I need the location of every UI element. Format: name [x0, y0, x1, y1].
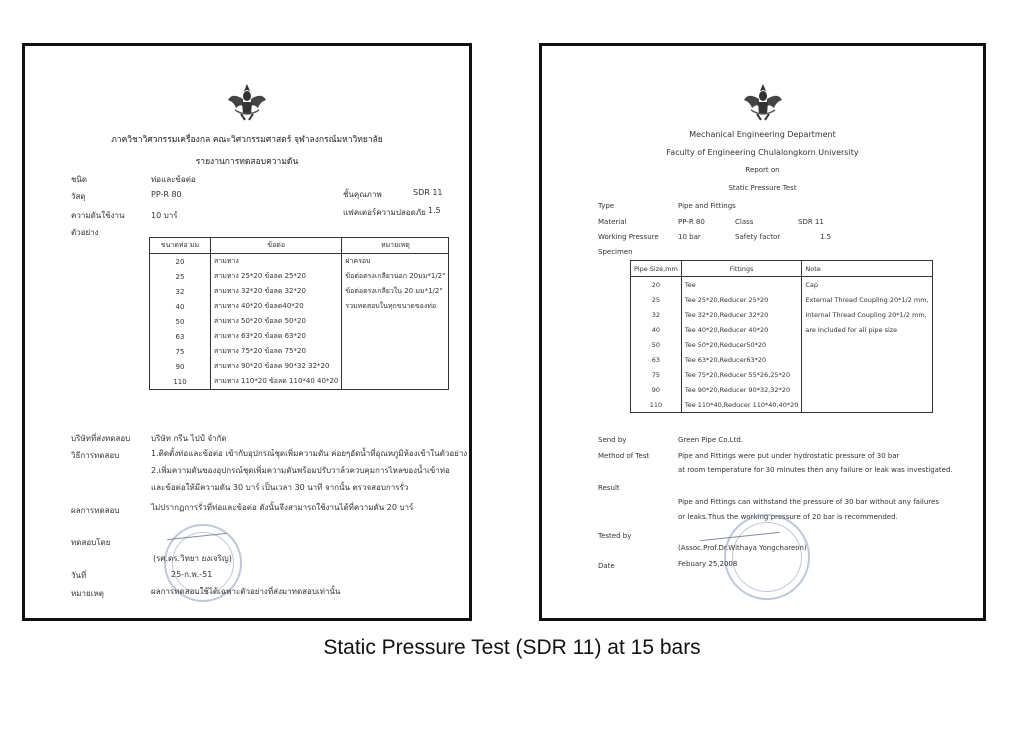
- fitting-cell: สามทาง 50*20 ข้อลด 50*20: [211, 314, 342, 329]
- fitting-cell: สามทาง: [211, 254, 342, 270]
- thai-pressure-value: 10 บาร์: [151, 211, 178, 220]
- size-cell: 110: [631, 397, 682, 413]
- note-cell: External Thread Coupling 20*1/2 mm,: [802, 292, 932, 307]
- english-material-value: PP-R 80: [678, 218, 705, 226]
- english-send-value: Green Pipe Co.Ltd.: [678, 436, 743, 444]
- university-seal-stamp: [724, 514, 810, 600]
- size-cell: 110: [150, 374, 211, 390]
- fitting-cell: Tee 75*20,Reducer 55*26,25*20: [681, 367, 802, 382]
- table-row: [150, 314, 449, 329]
- thai-tester-label: ทดสอบโดย: [71, 538, 111, 547]
- english-pressure-value: 10 bar: [678, 233, 701, 241]
- size-cell: 20: [631, 277, 682, 293]
- fitting-cell: Tee 110*40,Reducer 110*40,40*20: [681, 397, 802, 413]
- english-result-label: Result: [598, 484, 620, 492]
- size-cell: 25: [631, 292, 682, 307]
- thai-type-value: ท่อและข้อต่อ: [151, 175, 196, 184]
- thai-class-label: ชั้นคุณภาพ: [343, 190, 382, 199]
- english-type-label: Type: [598, 202, 615, 210]
- note-cell: [802, 397, 932, 413]
- table-header-cell: หมายเหตุ: [342, 238, 449, 254]
- size-cell: 63: [150, 329, 211, 344]
- thai-material-label: วัสดุ: [71, 192, 86, 201]
- figure-caption: Static Pressure Test (SDR 11) at 15 bars: [323, 636, 701, 659]
- table-header-cell: Note: [802, 261, 932, 277]
- note-cell: [342, 314, 449, 329]
- note-cell: Internal Thread Coupling 20*1/2 mm,: [802, 307, 932, 322]
- note-cell: [342, 374, 449, 390]
- thai-send-value: บริษัท กรีน ไปป์ จำกัด: [151, 434, 227, 443]
- thai-method-line-1: 1.ติดตั้งท่อและข้อต่อ เข้ากับอุปกรณ์ชุดเพิ่มความดัน ค่อยๆอัดน้ำที่อุณหภูมิห้องเข้าในตัวอย่าง: [151, 449, 468, 458]
- thai-report-page: [22, 43, 472, 621]
- size-cell: 20: [150, 254, 211, 270]
- note-cell: ข้อต่อตรงเกลียวใน 20 มม*1/2": [342, 284, 449, 299]
- thai-result-value: ไม่ปรากฏการรั่วที่ท่อและข้อต่อ ดังนั้นจึงสามารถใช้งานได้ที่ความดัน 20 บาร์: [151, 503, 414, 512]
- table-row: [150, 359, 449, 374]
- thai-type-label: ชนิด: [71, 175, 88, 184]
- english-safety-label: Safety factor: [735, 233, 781, 241]
- table-row: [150, 284, 449, 299]
- size-cell: 90: [631, 382, 682, 397]
- table-row: [150, 329, 449, 344]
- fitting-cell: สามทาง 90*20 ข้อลด 90*32 32*20: [211, 359, 342, 374]
- note-cell: ฝาครอบ: [342, 254, 449, 270]
- table-row: [631, 397, 933, 413]
- table-row: [631, 322, 933, 337]
- table-row: [150, 299, 449, 314]
- table-row: [150, 374, 449, 390]
- fitting-cell: Tee: [681, 277, 802, 293]
- fitting-cell: สามทาง 32*20 ข้อลด 32*20: [211, 284, 342, 299]
- table-row: [631, 292, 933, 307]
- size-cell: 40: [631, 322, 682, 337]
- fitting-cell: Tee 25*20,Reducer 25*20: [681, 292, 802, 307]
- fitting-cell: Tee 40*20,Reducer 40*20: [681, 322, 802, 337]
- thai-material-value: PP-R 80: [151, 190, 182, 199]
- english-specimen-table: [630, 260, 933, 413]
- thai-safety-value: 1.5: [428, 206, 441, 215]
- fitting-cell: สามทาง 63*20 ข้อลด 63*20: [211, 329, 342, 344]
- garuda-emblem-icon: [742, 82, 784, 122]
- size-cell: 32: [150, 284, 211, 299]
- table-row: [631, 367, 933, 382]
- size-cell: 32: [631, 307, 682, 322]
- note-cell: [802, 382, 932, 397]
- table-header-row: [631, 261, 933, 277]
- size-cell: 40: [150, 299, 211, 314]
- table-row: [150, 344, 449, 359]
- thai-method-line-2: 2.เพิ่มความดันของอุปกรณ์ชุดเพิ่มความดันพร้อมปรับวาล์วควบคุมการไหลของน้ำเข้าท่อ: [151, 466, 450, 475]
- note-cell: รวมทดสอบในทุกขนาดของท่อ: [342, 299, 449, 314]
- thai-result-label: ผลการทดสอบ: [71, 506, 120, 515]
- garuda-emblem-icon: [226, 82, 268, 122]
- english-header-line-2: Faculty of Engineering Chulalongkorn University: [666, 148, 859, 157]
- table-row: [150, 254, 449, 270]
- english-type-value: Pipe and Fittings: [678, 202, 736, 210]
- english-method-label: Method of Test: [598, 452, 650, 460]
- thai-tester-name: (รศ.ดร.วิทยา ยงเจริญ): [153, 554, 232, 563]
- fitting-cell: Tee 63*20,Reducer63*20: [681, 352, 802, 367]
- size-cell: 75: [150, 344, 211, 359]
- size-cell: 90: [150, 359, 211, 374]
- english-result-line-2: or leaks.Thus the working pressure of 20 bar is recommended.: [678, 513, 898, 521]
- thai-date-label: วันที่: [71, 571, 87, 580]
- size-cell: 63: [631, 352, 682, 367]
- english-pressure-label: Working Pressure: [598, 233, 659, 241]
- fitting-cell: สามทาง 75*20 ข้อลด 75*20: [211, 344, 342, 359]
- table-row: [631, 277, 933, 293]
- english-header-line-3: Report on: [745, 166, 780, 174]
- english-header-line-4: Static Pressure Test: [728, 184, 797, 192]
- size-cell: 75: [631, 367, 682, 382]
- note-cell: Cap: [802, 277, 932, 293]
- thai-specimen-table: [149, 237, 449, 390]
- english-date-label: Date: [598, 562, 615, 570]
- english-method-line-2: at room temperature for 30 minutes then any failure or leak was investigated.: [678, 466, 953, 474]
- english-method-line-1: Pipe and Fittings were put under hydrostatic pressure of 30 bar: [678, 452, 900, 460]
- thai-note-value: ผลการทดสอบใช้ได้เฉพาะตัวอย่างที่ส่งมาทดสอบเท่านั้น: [151, 587, 341, 596]
- size-cell: 50: [150, 314, 211, 329]
- note-cell: [342, 329, 449, 344]
- thai-header-line-1: ภาควิชาวิศวกรรมเครื่องกล คณะวิศวกรรมศาสตร์ จุฬาลงกรณ์มหาวิทยาลัย: [111, 135, 383, 145]
- table-row: [631, 352, 933, 367]
- english-material-label: Material: [598, 218, 627, 226]
- english-class-value: SDR 11: [798, 218, 824, 226]
- table-header-cell: Pipe Size,mm: [631, 261, 682, 277]
- english-send-label: Send by: [598, 436, 627, 444]
- english-date-value: Febuary 25,2008: [678, 560, 738, 568]
- table-row: [150, 269, 449, 284]
- note-cell: [342, 344, 449, 359]
- fitting-cell: Tee 50*20,Reducer50*20: [681, 337, 802, 352]
- thai-header-line-2: รายงานการทดสอบความดัน: [195, 157, 299, 167]
- thai-date-value: 25-ก.พ.-51: [171, 570, 213, 579]
- fitting-cell: Tee 90*20,Reducer 90*32,32*20: [681, 382, 802, 397]
- thai-specimen-label: ตัวอย่าง: [71, 228, 99, 237]
- thai-method-label: วิธีการทดสอบ: [71, 451, 120, 460]
- size-cell: 25: [150, 269, 211, 284]
- note-cell: are Included for all pipe size: [802, 322, 932, 337]
- thai-safety-label: แฟคเตอร์ความปลอดภัย: [343, 208, 426, 217]
- note-cell: [802, 337, 932, 352]
- english-class-label: Class: [735, 218, 754, 226]
- english-report-page: [539, 43, 986, 621]
- table-row: [631, 382, 933, 397]
- table-row: [631, 307, 933, 322]
- english-tester-name: (Assoc.Prof.Dr.Withaya Yongchareon): [678, 544, 807, 552]
- table-row: [631, 337, 933, 352]
- table-header-row: [150, 238, 449, 254]
- fitting-cell: Tee 32*20,Reducer 32*20: [681, 307, 802, 322]
- thai-class-value: SDR 11: [413, 188, 443, 197]
- table-header-cell: ข้อต่อ: [211, 238, 342, 254]
- table-header-cell: Fittings: [681, 261, 802, 277]
- table-header-cell: ขนาดท่อ มม: [150, 238, 211, 254]
- fitting-cell: สามทาง 40*20 ข้อลด40*20: [211, 299, 342, 314]
- fitting-cell: สามทาง 110*20 ข้อลด 110*40 40*20: [211, 374, 342, 390]
- size-cell: 50: [631, 337, 682, 352]
- note-cell: [802, 352, 932, 367]
- thai-send-label: บริษัทที่ส่งทดสอบ: [71, 434, 131, 443]
- english-specimen-label: Specimen: [598, 248, 633, 256]
- thai-pressure-label: ความดันใช้งาน: [71, 211, 125, 220]
- note-cell: [342, 359, 449, 374]
- english-safety-value: 1.5: [820, 233, 832, 241]
- english-header-line-1: Mechanical Engineering Department: [689, 130, 836, 139]
- note-cell: ข้อต่อตรงเกลียวนอก 20มม*1/2": [342, 269, 449, 284]
- english-result-line-1: Pipe and Fittings can withstand the pressure of 30 bar without any failures: [678, 498, 939, 506]
- thai-note-label: หมายเหตุ: [71, 589, 104, 598]
- thai-method-line-3: และข้อต่อให้มีความดัน 30 บาร์ เป็นเวลา 30 นาที จากนั้น ตรวจสอบการรั่ว: [151, 483, 409, 492]
- english-tester-label: Tested by: [598, 532, 632, 540]
- fitting-cell: สามทาง 25*20 ข้อลด 25*20: [211, 269, 342, 284]
- note-cell: [802, 367, 932, 382]
